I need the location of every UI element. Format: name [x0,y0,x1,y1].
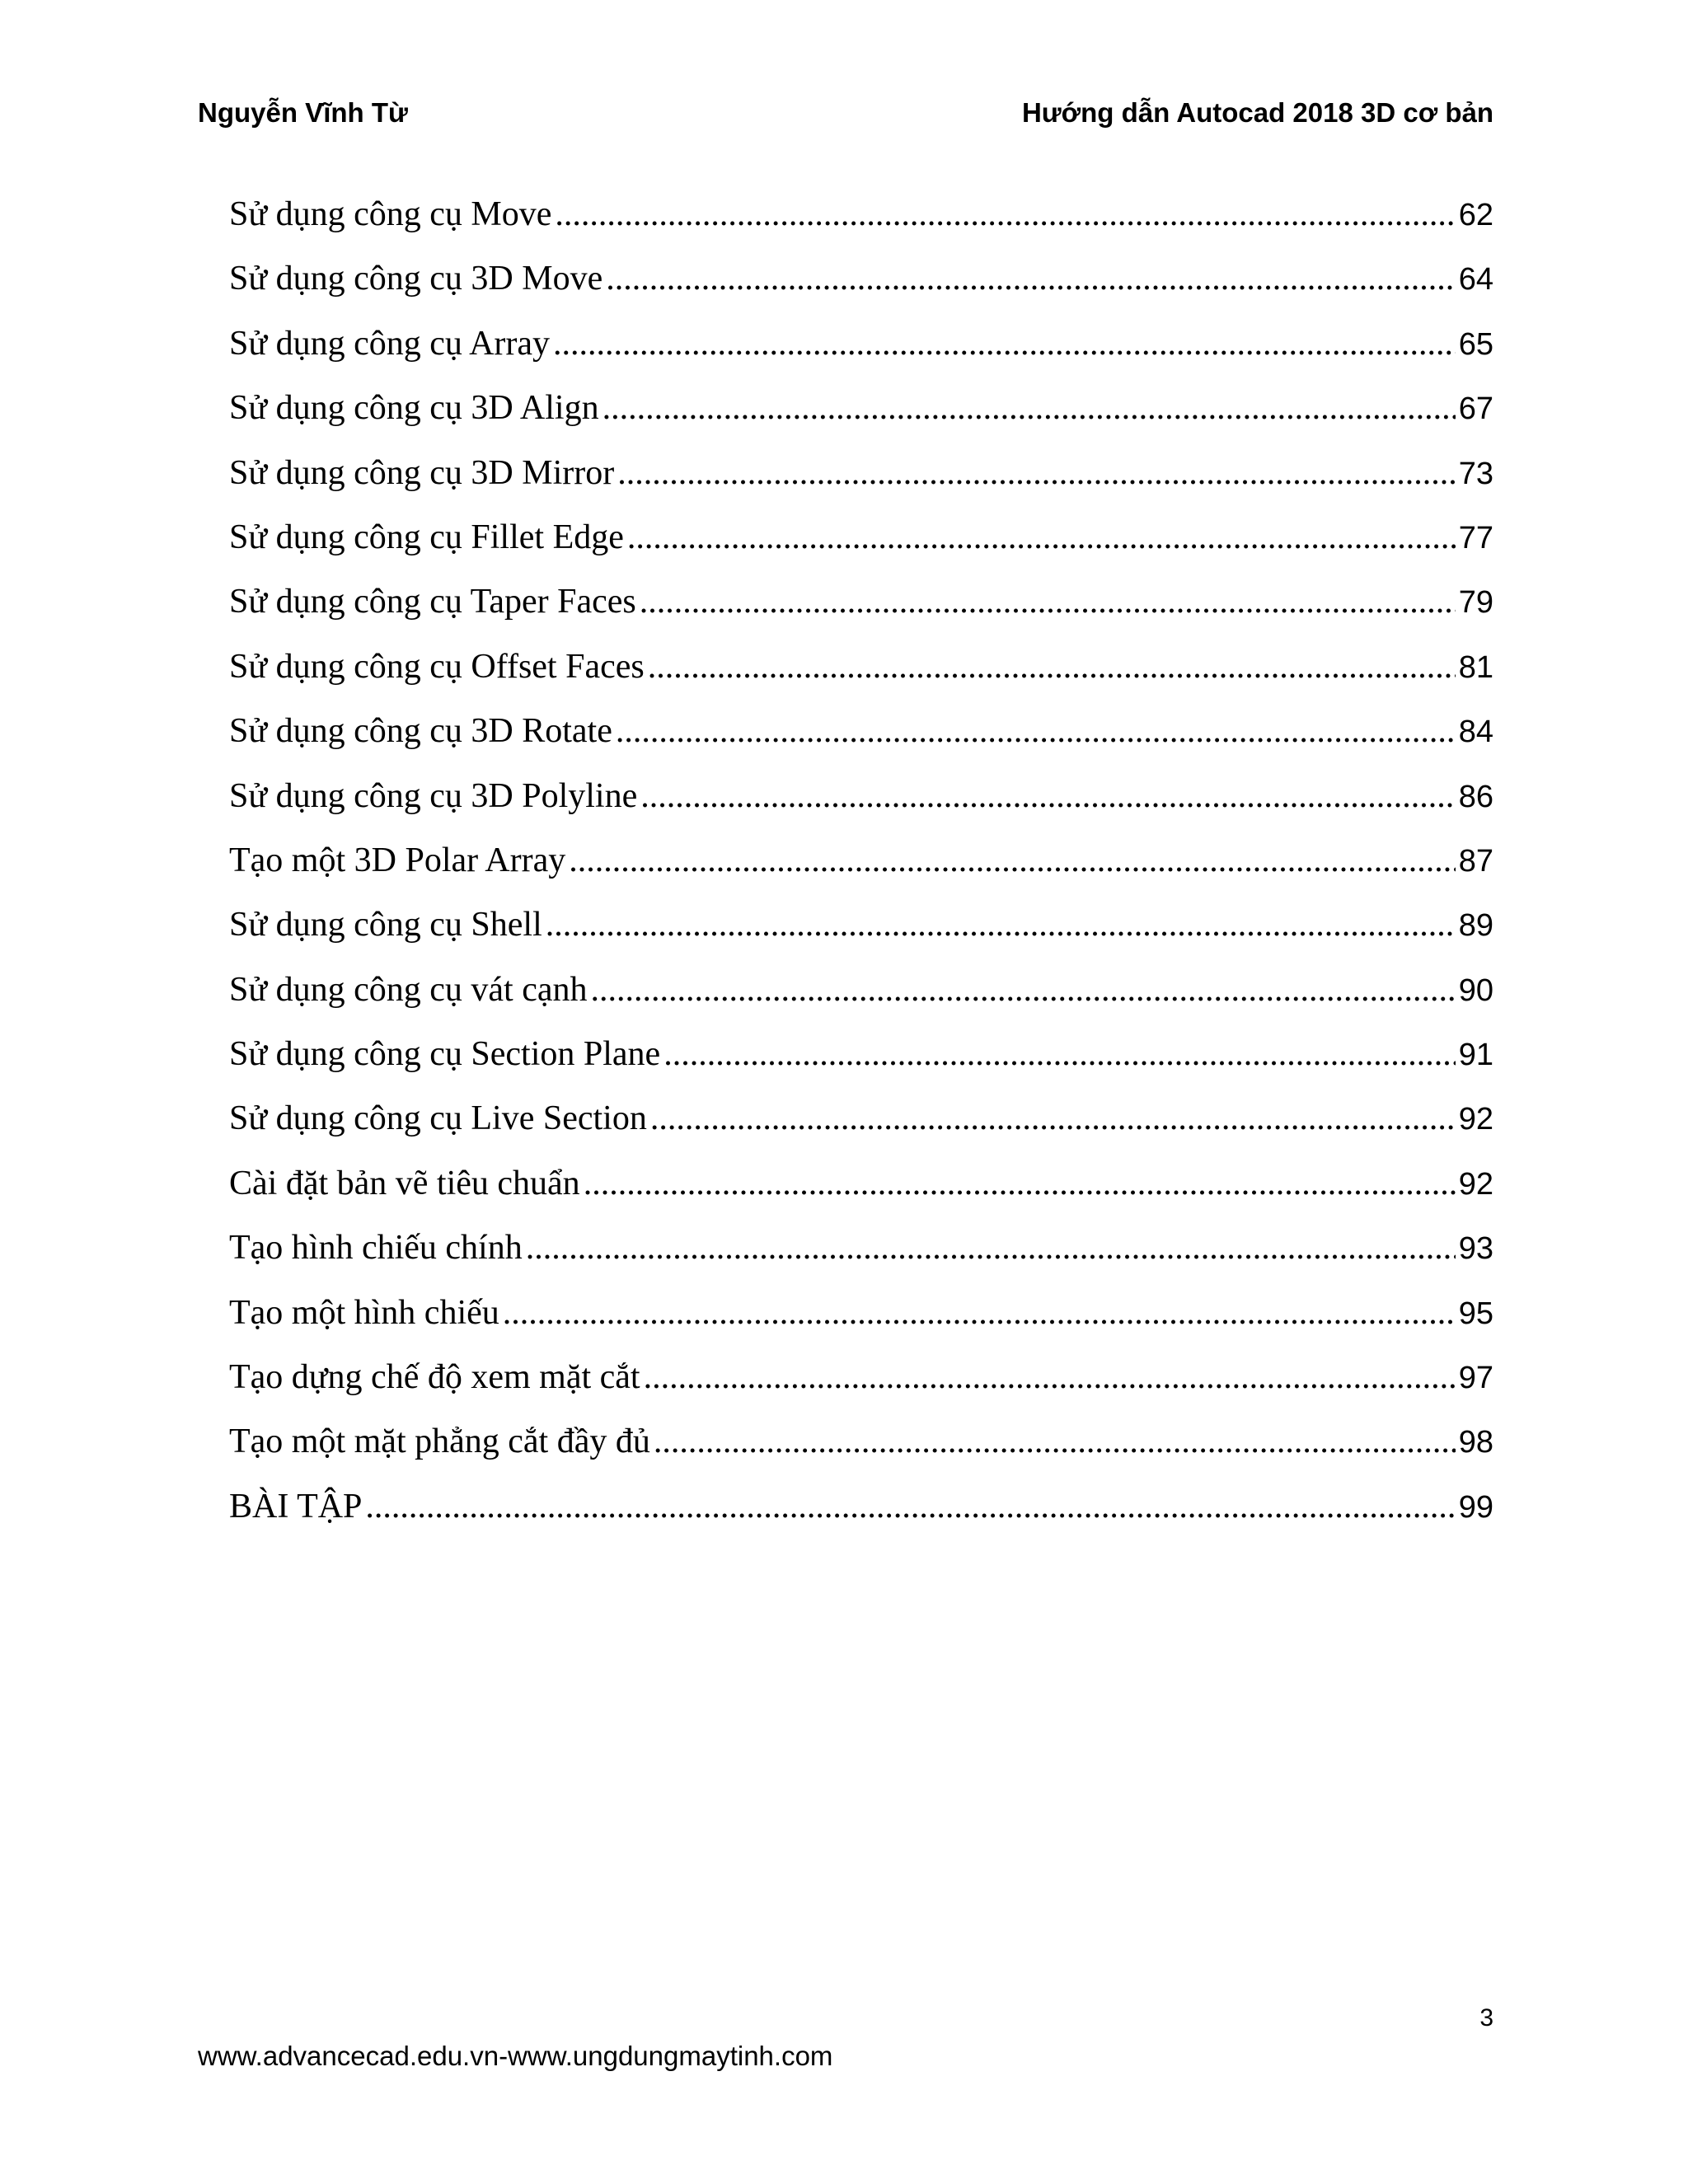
toc-entry-title: Sử dụng công cụ 3D Move [229,260,603,298]
author-name: Nguyễn Vĩnh Từ [198,97,408,128]
toc-entry-page: 87 [1458,843,1493,879]
page-number: 3 [1479,2004,1493,2032]
toc-dot-leader [603,388,1456,428]
toc-entry [229,324,1493,388]
toc-entry-page: 92 [1458,1102,1493,1137]
toc-entry [229,647,1493,711]
toc-entry-page: 79 [1458,585,1493,621]
toc-dot-leader [526,1228,1456,1268]
toc-entry [229,1422,1493,1486]
toc-entry-page: 81 [1458,649,1493,685]
toc-dot-leader [555,194,1455,234]
toc-entry [229,970,1493,1034]
toc-entry-page: 73 [1458,456,1493,491]
toc-entry [229,776,1493,841]
toc-entry-page: 98 [1458,1425,1493,1460]
toc-entry [229,388,1493,452]
toc-dot-leader [654,1422,1456,1461]
toc-entry-title: Tạo hình chiếu chính [229,1229,523,1268]
toc-entry-title: Tạo dựng chế độ xem mặt cắt [229,1358,640,1397]
toc-entry [229,905,1493,969]
toc-entry-page: 92 [1458,1166,1493,1202]
toc-entry-page: 64 [1458,262,1493,298]
toc-dot-leader [663,1034,1456,1074]
toc-entry-title: Sử dụng công cụ vát cạnh [229,970,588,1009]
toc-entry [229,582,1493,646]
toc-dot-leader [627,518,1456,557]
table-of-contents [229,194,1493,1551]
toc-entry-title: Sử dụng công cụ Taper Faces [229,583,636,621]
toc-dot-leader [503,1293,1456,1333]
toc-entry-title: Tạo một hình chiếu [229,1293,499,1332]
toc-entry-page: 90 [1458,972,1493,1008]
toc-entry [229,841,1493,905]
footer-websites: www.advancecad.edu.vn-www.ungdungmaytinh.com [198,2041,833,2071]
toc-entry [229,259,1493,323]
toc-dot-leader [644,1357,1456,1397]
toc-entry [229,1487,1493,1551]
toc-dot-leader [606,259,1455,298]
toc-entry-title: Sử dụng công cụ Shell [229,906,542,944]
toc-entry-page: 84 [1458,715,1493,750]
toc-entry-title: Tạo một 3D Polar Array [229,841,566,879]
toc-entry [229,1228,1493,1292]
toc-dot-leader [617,453,1456,493]
toc-dot-leader [650,1099,1456,1138]
toc-dot-leader [640,776,1455,816]
toc-dot-leader [553,324,1456,363]
book-title: Hướng dẫn Autocad 2018 3D cơ bản [1021,97,1493,128]
toc-entry-title: Sử dụng công cụ 3D Align [229,389,599,428]
toc-entry-title: BÀI TẬP [229,1487,363,1526]
toc-entry-page: 95 [1458,1296,1493,1331]
toc-entry-page: 99 [1458,1489,1493,1525]
toc-entry-page: 62 [1458,198,1493,232]
toc-dot-leader [546,905,1456,944]
toc-dot-leader [648,647,1456,687]
toc-entry [229,1164,1493,1228]
toc-entry-page: 77 [1458,520,1493,555]
toc-entry-title: Sử dụng công cụ Array [229,324,551,363]
toc-entry [229,1034,1493,1099]
toc-entry-title: Sử dụng công cụ 3D Mirror [229,453,615,492]
toc-entry-title: Sử dụng công cụ Move [229,195,552,233]
toc-entry [229,453,1493,518]
toc-entry-title: Sử dụng công cụ 3D Rotate [229,712,612,751]
toc-dot-leader [569,841,1455,880]
toc-entry [229,1293,1493,1357]
toc-entry-title: Sử dụng công cụ 3D Polyline [229,776,638,815]
toc-entry-page: 91 [1458,1038,1493,1073]
toc-dot-leader [591,970,1456,1010]
toc-entry-title: Sử dụng công cụ Fillet Edge [229,518,624,556]
toc-dot-leader [584,1164,1456,1203]
toc-entry-title: Sử dụng công cụ Section Plane [229,1035,661,1074]
toc-dot-leader [616,711,1456,751]
toc-entry-page: 89 [1458,908,1493,944]
toc-entry-page: 67 [1458,391,1493,427]
toc-entry-page: 97 [1458,1361,1493,1396]
toc-dot-leader [640,582,1456,621]
toc-entry [229,1099,1493,1163]
toc-entry [229,1357,1493,1422]
toc-entry [229,518,1493,582]
toc-entry-page: 93 [1458,1231,1493,1267]
page-header [198,97,1493,138]
toc-entry-title: Cài đặt bản vẽ tiêu chuẩn [229,1164,580,1202]
toc-entry-title: Sử dụng công cụ Live Section [229,1099,647,1138]
toc-entry [229,711,1493,776]
toc-dot-leader [365,1487,1455,1526]
toc-entry-page: 65 [1458,326,1493,362]
toc-entry [229,194,1493,259]
toc-entry-title: Tạo một mặt phẳng cắt đầy đủ [229,1422,650,1461]
toc-entry-title: Sử dụng công cụ Offset Faces [229,647,645,686]
toc-entry-page: 86 [1458,779,1493,814]
